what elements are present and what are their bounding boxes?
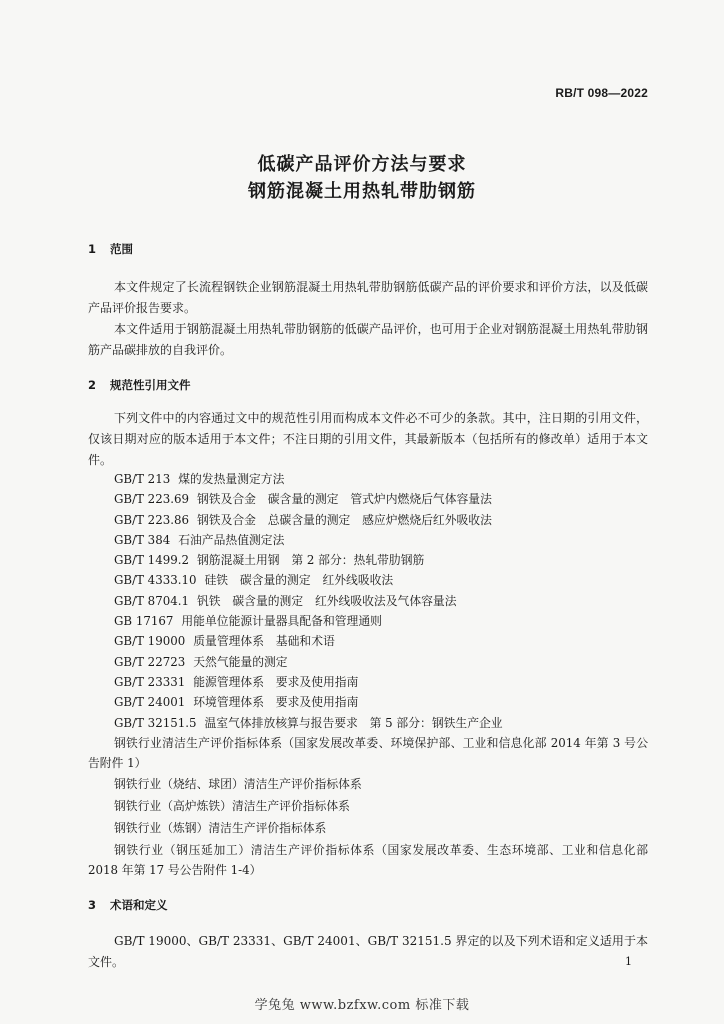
reference-code: GB/T 1499.2 xyxy=(114,553,189,568)
reference-title: 煤的发热量测定方法 xyxy=(178,472,285,486)
reference-code: GB/T 384 xyxy=(114,532,171,547)
section-number: 1 xyxy=(88,242,97,256)
reference-item xyxy=(114,530,648,550)
reference-code: GB/T 223.86 xyxy=(114,512,189,527)
reference-item xyxy=(114,611,648,631)
reference-code: GB/T 213 xyxy=(114,472,171,486)
section-title: 规范性引用文件 xyxy=(110,378,191,392)
reference-title: 温室气体排放核算与报告要求 第 5 部分：钢铁生产企业 xyxy=(204,715,503,730)
reference-item xyxy=(114,692,648,712)
reference-item xyxy=(114,652,648,672)
reference-item xyxy=(114,550,648,570)
reference-code: GB/T 24001 xyxy=(114,695,186,710)
reference-item xyxy=(114,489,648,509)
reference-code: GB/T 19000 xyxy=(114,634,186,649)
normative-reference-list xyxy=(114,469,648,733)
reference-title: 能源管理体系 要求及使用指南 xyxy=(193,674,359,689)
reference-title: 用能单位能源计量器具配备和管理通则 xyxy=(181,614,382,629)
reference-item xyxy=(114,510,648,530)
reference-item xyxy=(114,713,648,733)
reference-item-extra-3: 钢铁行业（高炉炼铁）清洁生产评价指标体系 xyxy=(114,799,350,813)
reference-item xyxy=(114,570,648,590)
watermark-footer: 学兔兔 www.bzfxw.com 标准下载 xyxy=(254,998,470,1013)
reference-code: GB 17167 xyxy=(114,614,174,629)
reference-item-extra-2: 钢铁行业（烧结、球团）清洁生产评价指标体系 xyxy=(114,777,362,791)
reference-item xyxy=(114,672,648,692)
section-title: 范围 xyxy=(110,242,133,256)
section-3-heading xyxy=(88,897,168,913)
reference-code: GB/T 32151.5 xyxy=(114,715,197,730)
reference-title: 钢筋混凝土用钢 第 2 部分：热轧带肋钢筋 xyxy=(196,553,425,568)
reference-title: 钒铁 碳含量的测定 红外线吸收法及气体容量法 xyxy=(196,593,457,608)
document-title-line2: 钢筋混凝土用热轧带肋钢筋 xyxy=(248,181,476,202)
reference-item xyxy=(114,631,648,651)
reference-title: 钢铁及合金 碳含量的测定 管式炉内燃烧后气体容量法 xyxy=(196,492,492,507)
section-1-paragraph-1: 本文件规定了长流程钢铁企业钢筋混凝土用热轧带肋钢筋低碳产品的评价要求和评价方法，以及低碳产品评价报告要求。 xyxy=(88,280,648,315)
section-number: 2 xyxy=(88,378,97,392)
document-title-line1: 低碳产品评价方法与要求 xyxy=(257,154,467,175)
reference-item-extra-1: 钢铁行业清洁生产评价指标体系（国家发展改革委、环境保护部、工业和信息化部 2014 年第 3 号公告附件 1） xyxy=(88,736,648,771)
reference-code: GB/T 8704.1 xyxy=(114,593,189,608)
reference-item xyxy=(114,469,648,489)
section-2-heading xyxy=(88,377,191,393)
section-1-heading xyxy=(88,241,133,257)
page-number: 1 xyxy=(625,955,632,968)
section-1-paragraph-2: 本文件适用于钢筋混凝土用热轧带肋钢筋的低碳产品评价，也可用于企业对钢筋混凝土用热轧带肋钢筋产品碳排放的自我评价。 xyxy=(88,322,648,357)
reference-title: 天然气能量的测定 xyxy=(193,654,288,669)
reference-title: 质量管理体系 基础和术语 xyxy=(193,634,335,649)
reference-title: 钢铁及合金 总碳含量的测定 感应炉燃烧后红外吸收法 xyxy=(196,512,492,527)
reference-title: 石油产品热值测定法 xyxy=(178,532,285,547)
reference-item-extra-5: 钢铁行业（钢压延加工）清洁生产评价指标体系（国家发展改革委、生态环境部、工业和信息化部 2018 年第 17 号公告附件 1-4） xyxy=(88,843,648,878)
reference-code: GB/T 22723 xyxy=(114,654,186,669)
section-2-intro: 下列文件中的内容通过文中的规范性引用而构成本文件必不可少的条款。其中，注日期的引用文件，仅该日期对应的版本适用于本文件；不注日期的引用文件，其最新版本（包括所有的修改单）适用于本文件。 xyxy=(88,411,648,467)
reference-title: 硅铁 碳含量的测定 红外线吸收法 xyxy=(204,573,394,588)
reference-item xyxy=(114,591,648,611)
standard-code: RB/T 098—2022 xyxy=(555,86,648,100)
reference-code: GB/T 4333.10 xyxy=(114,573,197,588)
section-number: 3 xyxy=(88,898,97,912)
reference-code: GB/T 23331 xyxy=(114,674,186,689)
reference-item-extra-4: 钢铁行业（炼钢）清洁生产评价指标体系 xyxy=(114,821,327,835)
reference-code: GB/T 223.69 xyxy=(114,492,189,507)
reference-title: 环境管理体系 要求及使用指南 xyxy=(193,695,359,710)
section-3-paragraph-1: GB/T 19000、GB/T 23331、GB/T 24001、GB/T 32151.5 界定的以及下列术语和定义适用于本文件。 xyxy=(88,934,648,969)
section-title: 术语和定义 xyxy=(110,898,168,912)
